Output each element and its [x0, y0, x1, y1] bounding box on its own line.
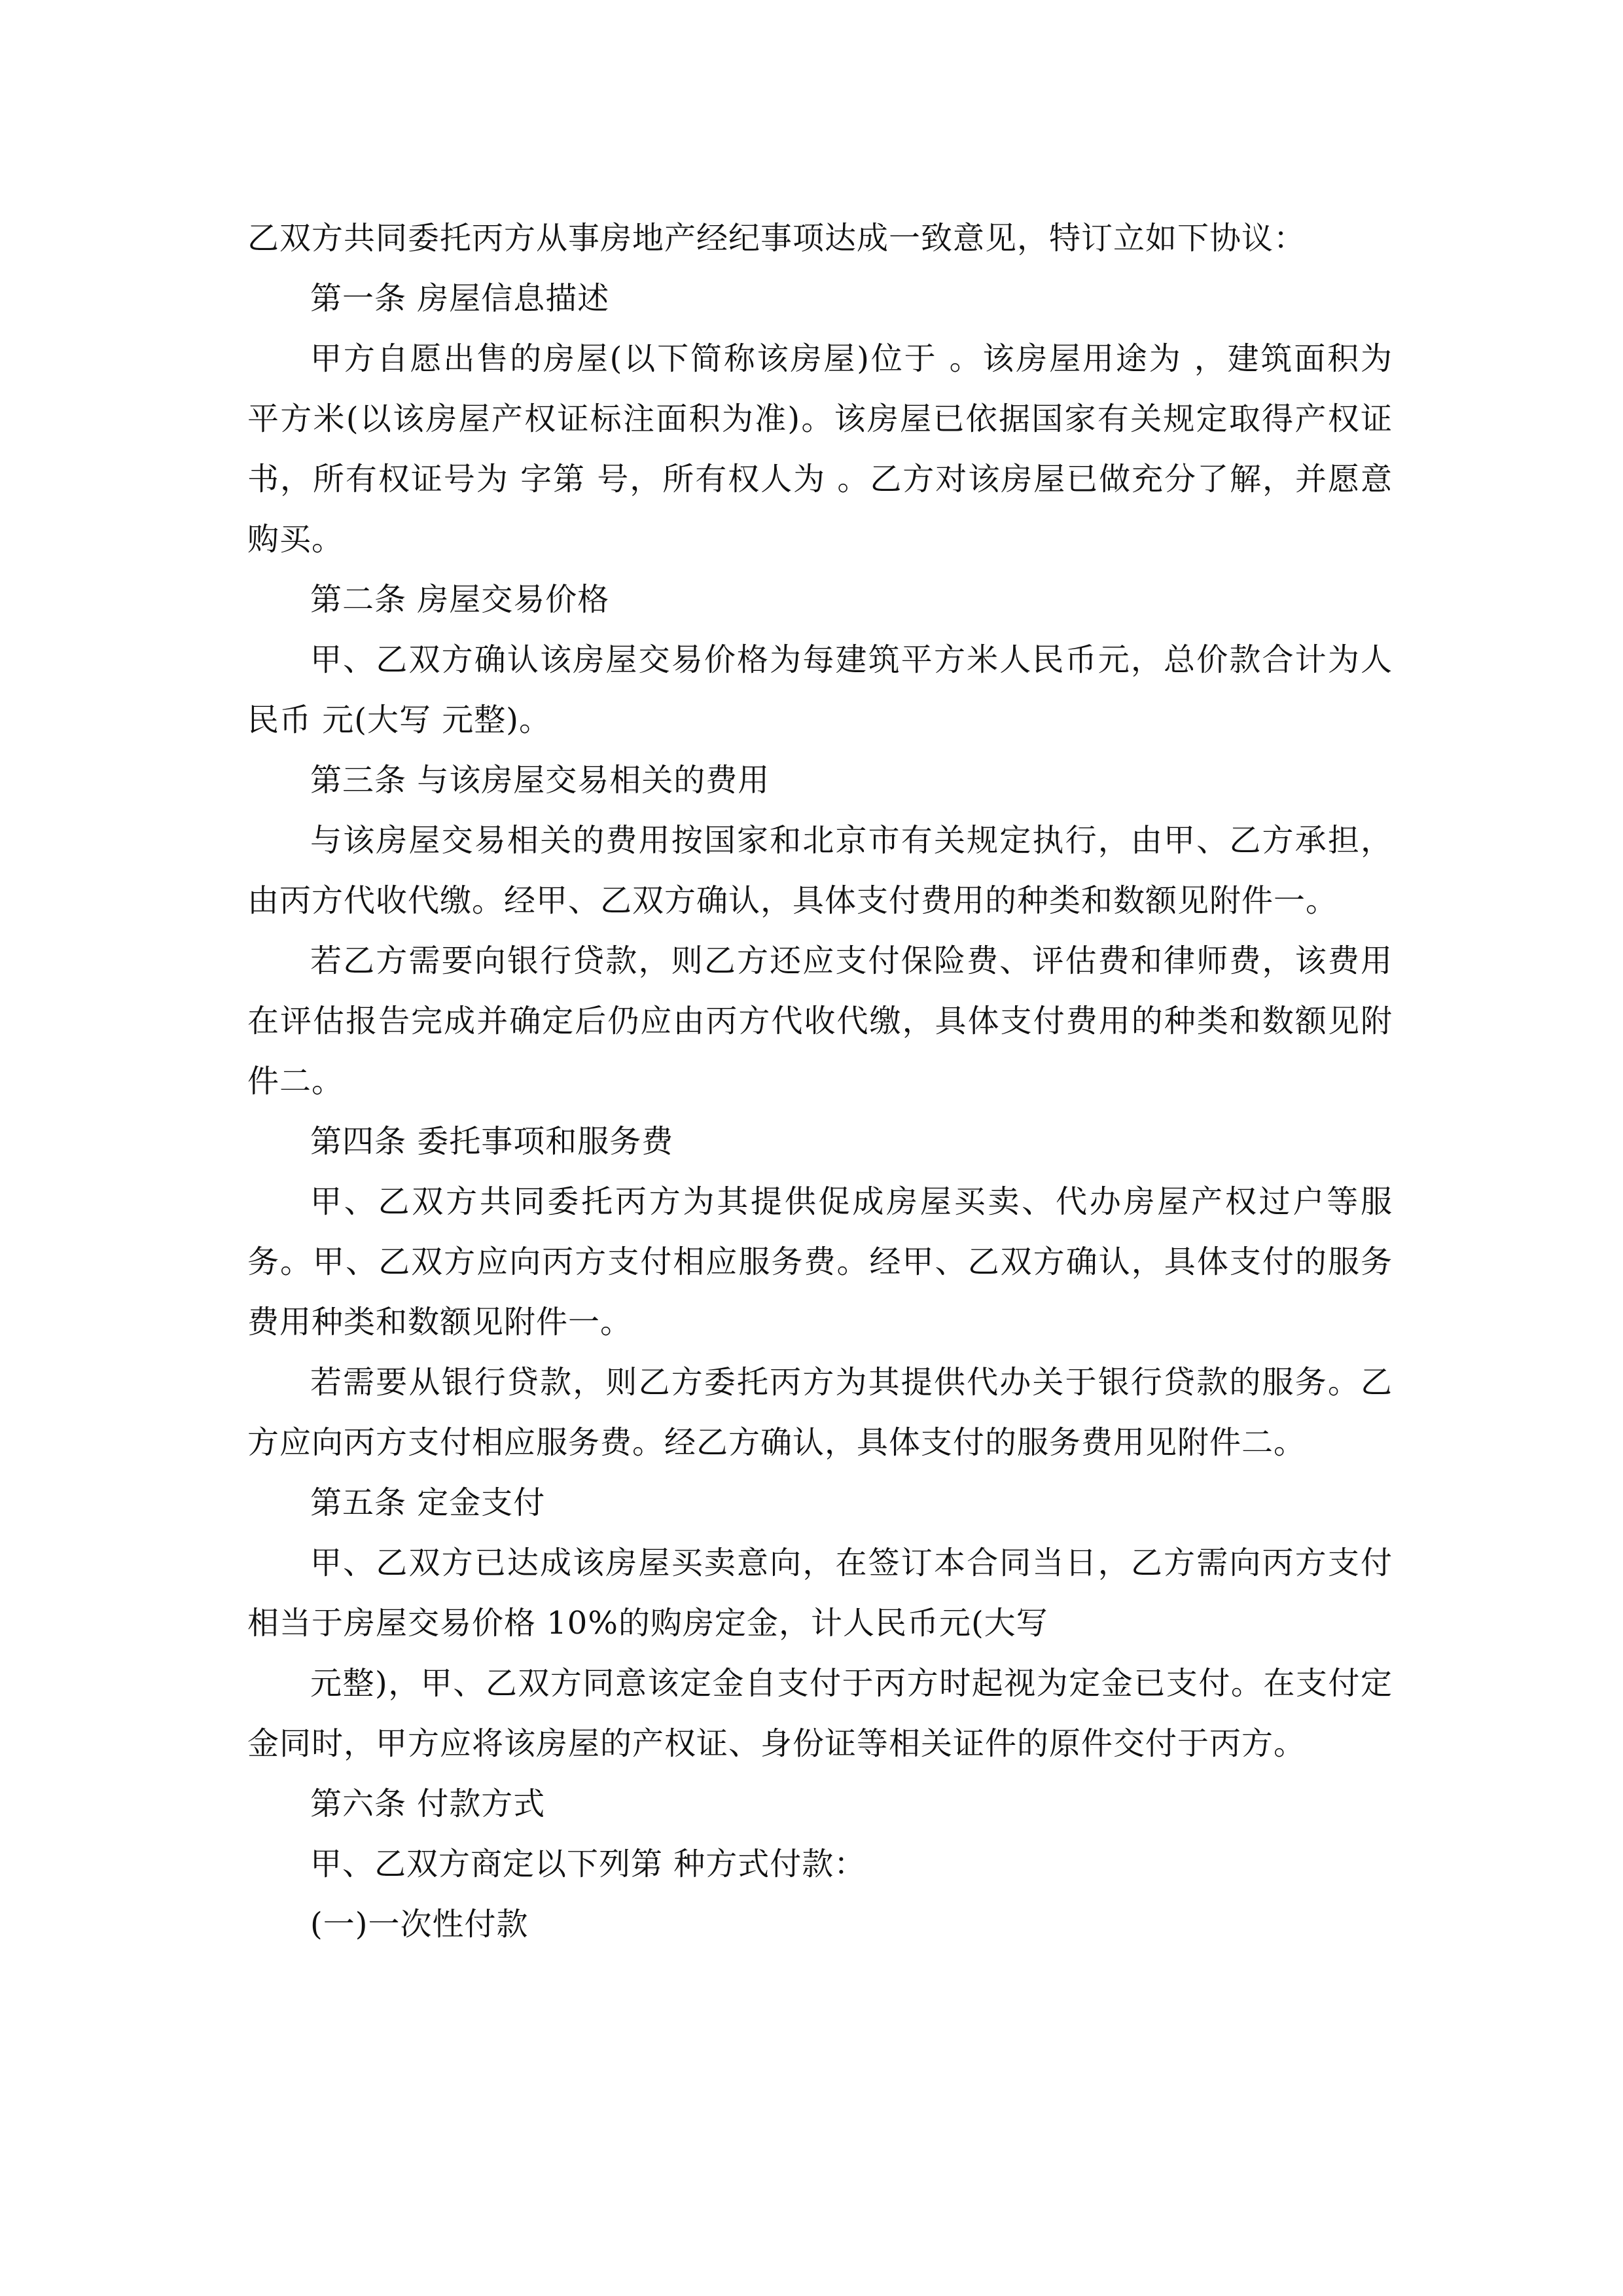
article-4-body-1: 甲、乙双方共同委托丙方为其提供促成房屋买卖、代办房屋产权过户等服务。甲、乙双方应向丙方支付相应服务费。经甲、乙双方确认，具体支付的服务费用种类和数额见附件一。	[247, 1183, 1393, 1340]
article-4-body-2: 若需要从银行贷款，则乙方委托丙方为其提供代办关于银行贷款的服务。乙方应向丙方支付相应服务费。经乙方确认，具体支付的服务费用见附件二。	[247, 1364, 1393, 1461]
paragraph-intro: 乙双方共同委托丙方从事房地产经纪事项达成一致意见，特订立如下协议：	[247, 220, 1306, 257]
article-3-body-1: 与该房屋交易相关的费用按国家和北京市有关规定执行，由甲、乙方承担，由丙方代收代缴。经甲、乙双方确认，具体支付费用的种类和数额见附件一。	[247, 822, 1393, 919]
article-1-body: 甲方自愿出售的房屋(以下简称该房屋)位于 。该房屋用途为 ，建筑面积为 平方米(以该房屋产权证标注面积为准)。该房屋已依据国家有关规定取得产权证书，所有权证号为 字第 号，所有权人为 。乙方对该房屋已做充分了解，并愿意购买。	[247, 340, 1393, 558]
article-6-heading: 第六条 付款方式	[310, 1785, 546, 1822]
article-5-body-1: 甲、乙双方已达成该房屋买卖意向，在签订本合同当日，乙方需向丙方支付相当于房屋交易价格 10%的购房定金，计人民币元(大写	[247, 1545, 1393, 1641]
article-6-body: 甲、乙双方商定以下列第 种方式付款：	[310, 1846, 866, 1882]
document-body	[247, 208, 1393, 1954]
article-4-heading: 第四条 委托事项和服务费	[310, 1123, 674, 1160]
article-2-body: 甲、乙双方确认该房屋交易价格为每建筑平方米人民币元，总价款合计为人民币 元(大写 元整)。	[247, 641, 1393, 738]
article-5-heading: 第五条 定金支付	[310, 1484, 546, 1521]
article-3-heading: 第三条 与该房屋交易相关的费用	[310, 762, 770, 798]
article-3-body-2: 若乙方需要向银行贷款，则乙方还应支付保险费、评估费和律师费，该费用在评估报告完成并确定后仍应由丙方代收代缴，具体支付费用的种类和数额见附件二。	[247, 942, 1393, 1100]
article-1-heading: 第一条 房屋信息描述	[310, 280, 610, 317]
article-6-option-1: (一)一次性付款	[310, 1906, 529, 1943]
article-2-heading: 第二条 房屋交易价格	[310, 581, 610, 618]
article-5-body-2: 元整)，甲、乙双方同意该定金自支付于丙方时起视为定金已支付。在支付定金同时，甲方应将该房屋的产权证、身份证等相关证件的原件交付于丙方。	[247, 1665, 1393, 1762]
